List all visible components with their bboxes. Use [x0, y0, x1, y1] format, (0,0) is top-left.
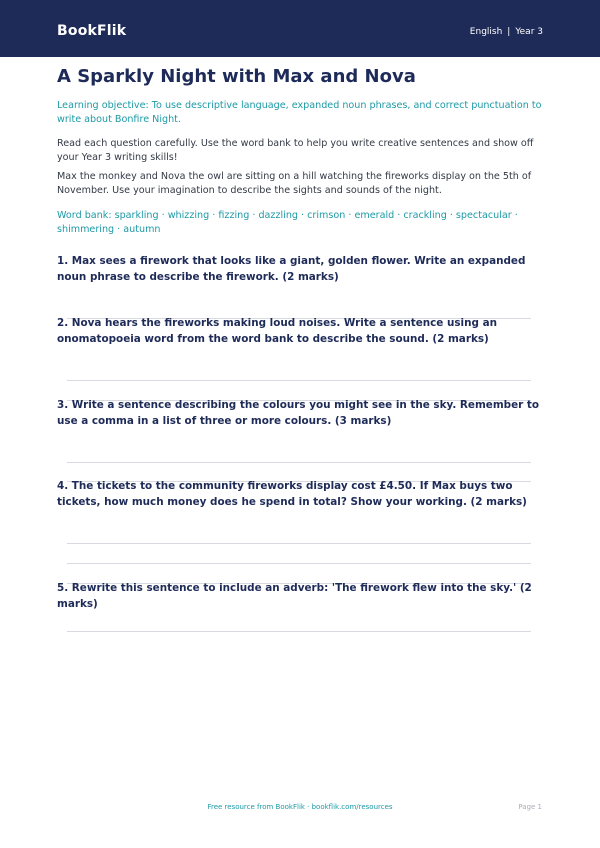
question-2: 2. Nova hears the fireworks making loud noises. Write a sentence using an onomatopoeia word from the word bank to describe the sound. (2 marks): [57, 317, 497, 345]
subject-year-label: [470, 27, 543, 37]
header-bar: [0, 0, 600, 57]
question-5: 5. Rewrite this sentence to include an adverb: 'The firework flew into the sky.' (2 marks): [57, 582, 532, 610]
answer-line[interactable]: [67, 563, 531, 564]
footer-link[interactable]: Free resource from BookFlik · bookflik.com/resources: [207, 803, 393, 811]
brand-logo[interactable]: BookFlik: [57, 23, 127, 39]
year-label: Year 3: [515, 27, 543, 37]
question-1: 1. Max sees a firework that looks like a giant, golden flower. Write an expanded noun phrase to describe the firework. (2 marks): [57, 255, 526, 283]
worksheet-title: A Sparkly Night with Max and Nova: [57, 66, 416, 87]
page-number: Page 1: [518, 803, 542, 811]
subject-label: English: [469, 27, 503, 37]
separator: |: [507, 27, 511, 37]
answer-line[interactable]: [67, 380, 531, 381]
question-4: 4. The tickets to the community fireworks display cost £4.50. If Max buys two tickets, how much money does he spend in total? Show your working. (2 marks): [57, 480, 527, 508]
answer-line[interactable]: [67, 543, 531, 544]
answer-line[interactable]: [67, 462, 531, 463]
word-bank: Word bank: sparkling · whizzing · fizzing · dazzling · crimson · emerald · crackling · spectacular · shimmering · autumn: [57, 210, 518, 235]
scenario-text: Max the monkey and Nova the owl are sitting on a hill watching the fireworks display on the 5th of November. Use your imagination to describe the sights and sounds of the night.: [57, 171, 532, 196]
learning-objective: Learning objective: To use descriptive language, expanded noun phrases, and correct punctuation to write about Bonfire Night.: [57, 100, 542, 125]
instructions: Read each question carefully. Use the word bank to help you write creative sentences and show off your Year 3 writing skills!: [57, 138, 534, 163]
answer-line[interactable]: [67, 631, 531, 632]
question-3: 3. Write a sentence describing the colours you might see in the sky. Remember to use a comma in a list of three or more colours. (3 marks): [57, 399, 539, 427]
